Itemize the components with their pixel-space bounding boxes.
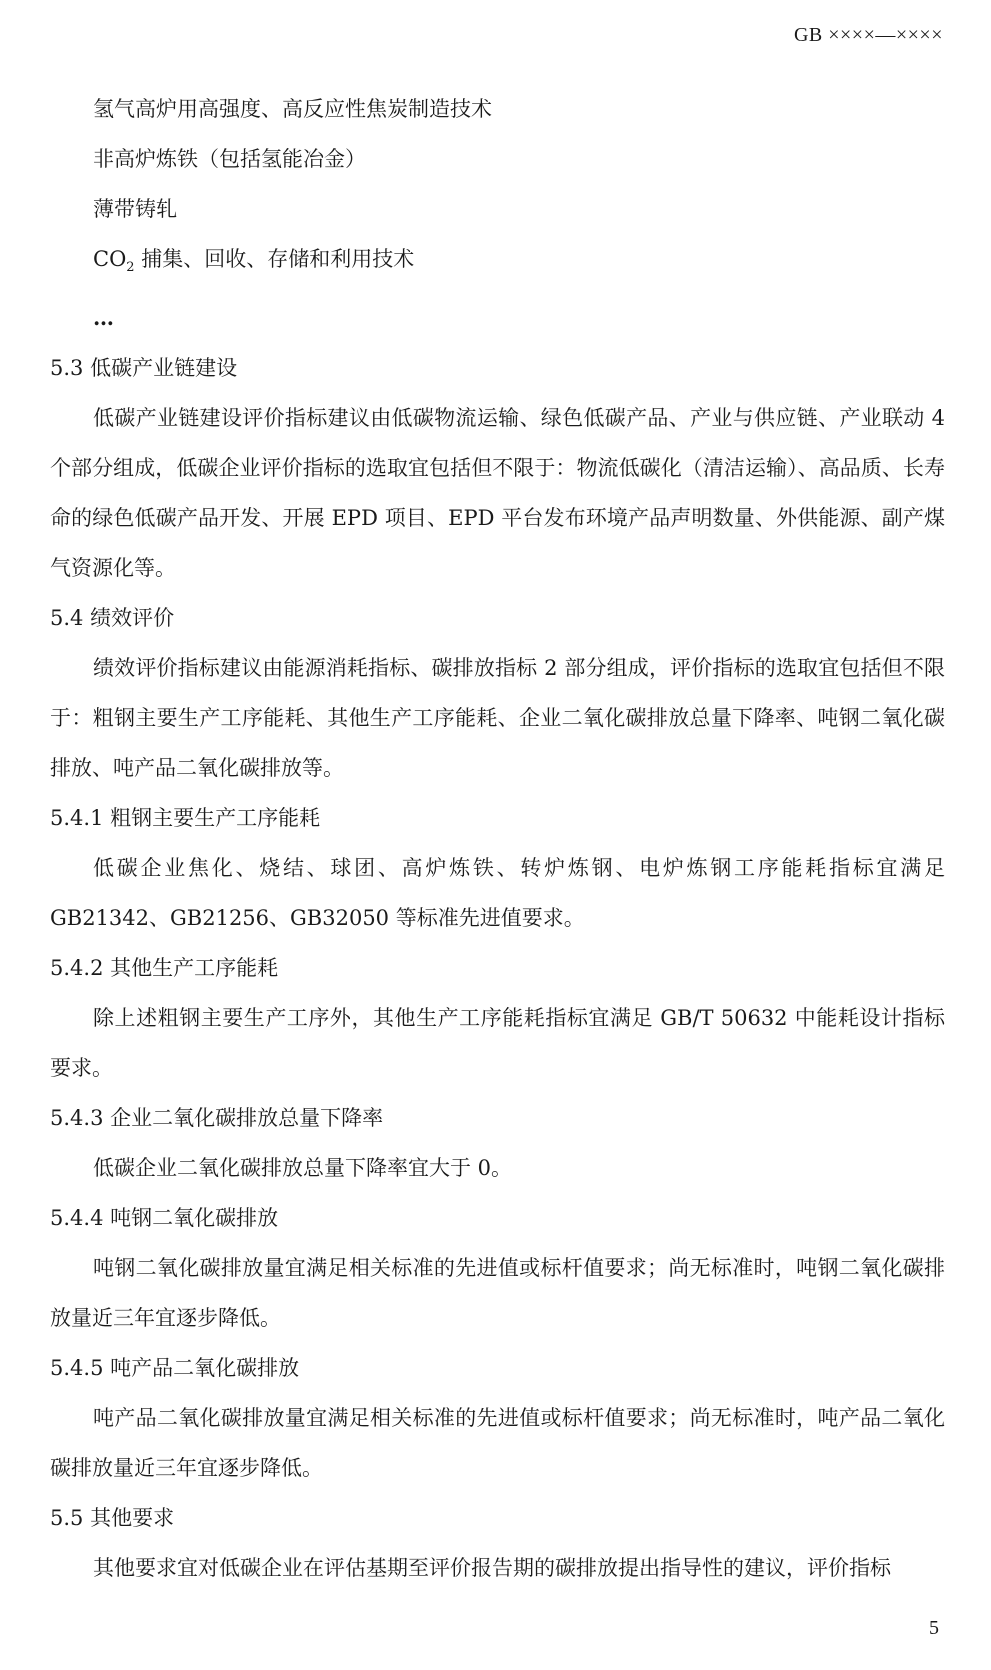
co2-subscript: 2 xyxy=(126,260,135,276)
section-heading: 5.4.4 吨钢二氧化碳排放 xyxy=(50,1206,279,1231)
section-paragraph: 低碳企业焦化、烧结、球团、高炉炼铁、转炉炼钢、电炉炼钢工序能耗指标宜满足 GB21342、GB21256、GB32050 等标准先进值要求。 xyxy=(50,856,945,931)
section-heading: 5.4 绩效评价 xyxy=(50,606,175,631)
list-item: 薄带铸轧 xyxy=(93,197,177,221)
co2-prefix: CO xyxy=(93,247,127,271)
co2-suffix: 捕集、回收、存储和利用技术 xyxy=(134,247,415,271)
section-paragraph: 除上述粗钢主要生产工序外，其他生产工序能耗指标宜满足 GB/T 50632 中能耗设计指标要求。 xyxy=(50,1006,945,1081)
section-paragraph: 其他要求宜对低碳企业在评估基期至评价报告期的碳排放提出指导性的建议，评价指标 xyxy=(93,1556,891,1581)
list-item: 非高炉炼铁（包括氢能冶金） xyxy=(93,147,366,171)
standard-code-header: GB ××××—×××× xyxy=(793,24,943,46)
list-item-co2 xyxy=(50,234,945,293)
section-heading: 5.4.1 粗钢主要生产工序能耗 xyxy=(50,806,321,831)
ellipsis: … xyxy=(93,305,116,331)
section-heading: 5.3 低碳产业链建设 xyxy=(50,356,238,381)
section-heading: 5.4.5 吨产品二氧化碳排放 xyxy=(50,1356,300,1381)
page-number: 5 xyxy=(929,1617,939,1639)
section-heading: 5.4.2 其他生产工序能耗 xyxy=(50,956,279,981)
section-paragraph: 低碳企业二氧化碳排放总量下降率宜大于 0。 xyxy=(93,1156,513,1181)
section-paragraph: 吨钢二氧化碳排放量宜满足相关标准的先进值或标杆值要求；尚无标准时，吨钢二氧化碳排放量近三年宜逐步降低。 xyxy=(50,1256,945,1331)
section-heading: 5.5 其他要求 xyxy=(50,1506,175,1531)
section-paragraph: 低碳产业链建设评价指标建议由低碳物流运输、绿色低碳产品、产业与供应链、产业联动 4 个部分组成，低碳企业评价指标的选取宜包括但不限于：物流低碳化（清洁运输）、高品质、长寿命的绿色低碳产品开发、开展 EPD 项目、EPD 平台发布环境产品声明数量、外供能源、副产煤气资源化等。 xyxy=(50,406,945,581)
list-item: 氢气高炉用高强度、高反应性焦炭制造技术 xyxy=(93,97,492,121)
page-content xyxy=(50,84,945,1593)
section-paragraph: 吨产品二氧化碳排放量宜满足相关标准的先进值或标杆值要求；尚无标准时，吨产品二氧化碳排放量近三年宜逐步降低。 xyxy=(50,1406,945,1481)
section-heading: 5.4.3 企业二氧化碳排放总量下降率 xyxy=(50,1106,384,1131)
section-paragraph: 绩效评价指标建议由能源消耗指标、碳排放指标 2 部分组成，评价指标的选取宜包括但不限于：粗钢主要生产工序能耗、其他生产工序能耗、企业二氧化碳排放总量下降率、吨钢二氧化碳排放、吨产品二氧化碳排放等。 xyxy=(50,656,945,781)
